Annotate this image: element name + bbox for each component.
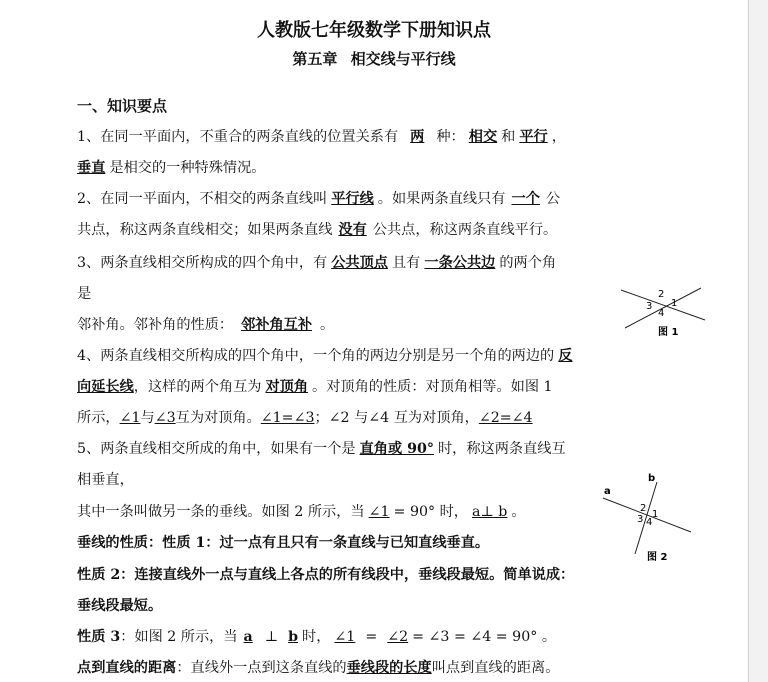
perpendicular-property-1: 垂线的性质：性质 1：过一点有且只有一条直线与已知直线垂直。 [77,535,490,551]
paragraph-5-line-2: 相垂直， [77,472,134,488]
blank-answer: 公共顶点 [331,255,388,271]
paragraph-4-line-1: 4、两条直线相交所构成的四个角中，一个角的两边分别是另一个角的两边的 反 [77,348,573,364]
paragraph-3-line-2: 是 [77,286,92,302]
blank-answer: 邻补角互补 [241,317,313,333]
blank-answer: 平行线 [331,191,374,207]
fig2-line-a: a [604,486,611,497]
blank-answer: 垂直 [77,160,106,176]
point-line-distance: 点到直线的距离：直线外一点到这条直线的垂线段的长度叫点到直线的距离。 [77,660,560,676]
perpendicular-property-2: 性质 2：连接直线外一点与直线上各点的所有线段中，垂线段最短。简单说成： [77,567,575,583]
fig1-angle-2: 2 [658,289,665,300]
paragraph-1-line-1: 1、在同一平面内，不重合的两条直线的位置关系有 两 种： 相交 和 平行 ， [77,129,566,145]
blank-answer: 没有 [338,222,367,238]
paragraph-4-line-3: 所示，∠1与∠3互为对顶角。∠1=∠3；∠2 与∠4 互为对顶角，∠2=∠4 [77,410,533,426]
blank-answer: 对顶角 [265,379,309,395]
blank-answer: 向延长线 [77,379,134,395]
paragraph-1-line-2: 垂直 是相交的一种特殊情况。 [77,160,266,176]
document-title: 人教版七年级数学下册知识点 [257,20,491,41]
paragraph-3-line-3: 邻补角。邻补角的性质： 邻补角互补 。 [77,317,335,333]
blank-answer: 相交 [468,129,498,145]
figure-2-caption: 图 2 [647,552,668,563]
perpendicular-property-2-cont: 垂线段最短。 [77,598,163,614]
paragraph-4-line-2: 向延长线，这样的两个角互为 对顶角 。对顶角的性质：对顶角相等。如图 1 [77,379,553,395]
blank-answer: 平行 [519,129,548,145]
figure-2-perpendicular-lines [595,470,700,570]
paragraph-3-line-1: 3、两条直线相交所构成的四个角中，有 公共顶点 且有 一条公共边 的两个角 [77,255,557,271]
blank-answer: 反 [558,348,573,364]
paragraph-2-line-1: 2、在同一平面内，不相交的两条直线叫 平行线 。如果两条直线只有 一个 公 [77,191,561,207]
fig1-angle-3: 3 [646,301,653,312]
fig2-angle-2: 2 [640,503,647,514]
blank-answer: 两 [410,129,425,145]
window-gutter [749,0,768,682]
fig2-line-b: b [648,473,656,484]
figure-1-intersecting-lines [615,278,715,340]
figure-1-caption: 图 1 [658,327,679,338]
paragraph-5-line-1: 5、两条直线相交所成的角中，如果有一个是 直角或 90° 时，称这两条直线互 [77,441,566,457]
fig1-angle-4: 4 [658,308,665,319]
blank-answer: 一条公共边 [424,255,496,271]
perpendicular-property-3: 性质 3：如图 2 所示，当 a ⊥ b 时， ∠1 = ∠2 = ∠3 = ∠4 = 90° 。 [77,629,557,645]
paragraph-2-line-2: 共点，称这两条直线相交；如果两条直线 没有 公共点，称这两条直线平行。 [77,222,558,238]
section-heading: 一、知识要点 [77,97,168,115]
blank-answer: 一个 [511,191,540,207]
fig2-angle-3: 3 [637,514,644,525]
blank-answer: 直角或 90° [359,441,434,457]
fig2-angle-4: 4 [646,517,653,528]
paragraph-5-line-3: 其中一条叫做另一条的垂线。如图 2 所示，当 ∠1 = 90° 时， a⊥ b 。 [77,504,526,520]
chapter-title: 第五章 相交线与平行线 [292,50,456,68]
fig1-angle-1: 1 [671,298,678,309]
fig2-angle-1: 1 [652,509,659,520]
